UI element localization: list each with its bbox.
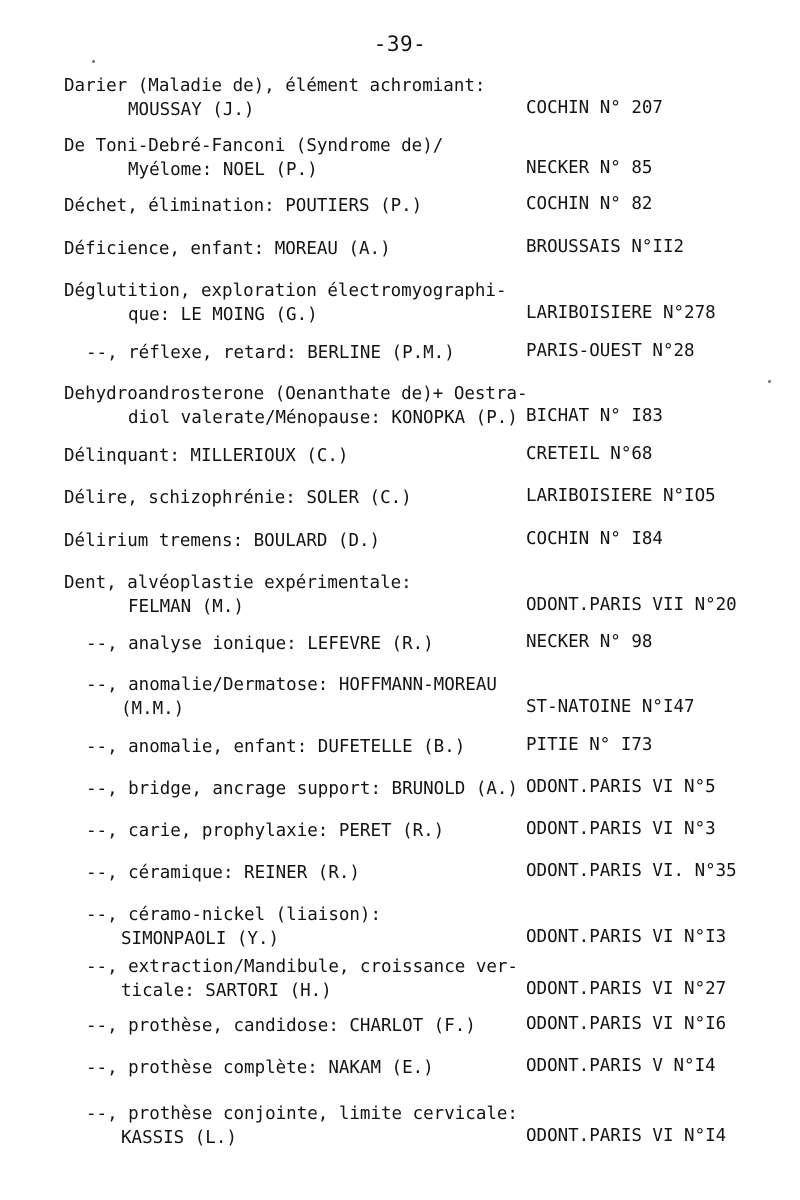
- entry-heading-line: Déficience, enfant: MOREAU (A.): [64, 239, 391, 259]
- page-number: -39-: [373, 32, 427, 56]
- entry-heading-line: --, prothèse complète: NAKAM (E.): [86, 1058, 434, 1078]
- entry-hospital-code: ODONT.PARIS VI N°I4: [526, 1126, 727, 1146]
- entry-continuation-line: ticale: SARTORI (H.): [121, 981, 332, 1001]
- entry-continuation-line: MOUSSAY (J.): [128, 100, 255, 120]
- index-entry: [64, 444, 744, 468]
- entry-heading-line: --, carie, prophylaxie: PERET (R.): [86, 821, 445, 841]
- entry-heading-line: --, céramique: REINER (R.): [86, 863, 360, 883]
- entry-heading-line: Dehydroandrosterone (Oenanthate de)+ Oestra-: [64, 384, 528, 404]
- entry-continuation-line: (M.M.): [121, 699, 185, 719]
- index-entry: [64, 819, 744, 843]
- index-entry: [64, 1102, 744, 1150]
- entry-hospital-code: COCHIN N° 207: [526, 98, 663, 118]
- entry-hospital-code: COCHIN N° I84: [526, 529, 663, 549]
- index-entry: [64, 673, 744, 721]
- index-entry: [64, 529, 744, 553]
- entry-hospital-code: ODONT.PARIS VII N°20: [526, 595, 737, 615]
- entry-heading-line: --, bridge, ancrage support: BRUNOLD (A.): [86, 779, 518, 799]
- entry-hospital-code: ST-NATOINE N°I47: [526, 697, 695, 717]
- entry-continuation-line: FELMAN (M.): [128, 597, 244, 617]
- index-entry: [64, 194, 744, 218]
- entry-heading-line: Délirium tremens: BOULARD (D.): [64, 531, 381, 551]
- index-entry: [64, 237, 744, 261]
- index-entry: [64, 1056, 744, 1080]
- entry-heading-line: De Toni-Debré-Fanconi (Syndrome de)/: [64, 136, 444, 156]
- index-entry: [64, 903, 744, 951]
- entry-heading-line: --, anomalie/Dermatose: HOFFMANN-MOREAU: [86, 675, 497, 695]
- entry-heading-line: Délire, schizophrénie: SOLER (C.): [64, 488, 412, 508]
- entry-hospital-code: ODONT.PARIS VI N°I6: [526, 1014, 727, 1034]
- index-entry: [64, 279, 744, 327]
- entry-heading-line: --, prothèse, candidose: CHARLOT (F.): [86, 1016, 476, 1036]
- entry-continuation-line: Myélome: NOEL (P.): [128, 160, 318, 180]
- entry-hospital-code: ODONT.PARIS VI N°27: [526, 979, 727, 999]
- entry-hospital-code: ODONT.PARIS V N°I4: [526, 1056, 716, 1076]
- index-entry: [64, 134, 744, 182]
- index-entry: [64, 632, 744, 656]
- entry-hospital-code: LARIBOISIERE N°278: [526, 303, 716, 323]
- entry-heading-line: --, analyse ionique: LEFEVRE (R.): [86, 634, 434, 654]
- index-entry: [64, 486, 744, 510]
- index-entry: [64, 571, 744, 619]
- entry-continuation-line: diol valerate/Ménopause: KONOPKA (P.): [128, 408, 518, 428]
- scan-speck: [768, 380, 771, 383]
- entry-heading-line: Dent, alvéoplastie expérimentale:: [64, 573, 412, 593]
- entry-hospital-code: BICHAT N° I83: [526, 406, 663, 426]
- entry-hospital-code: ODONT.PARIS VI N°5: [526, 777, 716, 797]
- entry-hospital-code: PARIS-OUEST N°28: [526, 341, 695, 361]
- entry-hospital-code: ODONT.PARIS VI N°3: [526, 819, 716, 839]
- entry-hospital-code: NECKER N° 85: [526, 158, 653, 178]
- entry-heading-line: --, prothèse conjointe, limite cervicale:: [86, 1104, 518, 1124]
- index-entry: [64, 382, 744, 430]
- entry-heading-line: --, réflexe, retard: BERLINE (P.M.): [86, 343, 455, 363]
- entry-heading-line: Darier (Maladie de), élément achromiant:: [64, 76, 486, 96]
- index-entry: [64, 341, 744, 365]
- entry-hospital-code: NECKER N° 98: [526, 632, 653, 652]
- entry-continuation-line: KASSIS (L.): [121, 1128, 237, 1148]
- entry-heading-line: --, extraction/Mandibule, croissance ver-: [86, 957, 518, 977]
- index-entry: [64, 1014, 744, 1038]
- entry-heading-line: Déchet, élimination: POUTIERS (P.): [64, 196, 423, 216]
- entry-heading-line: Délinquant: MILLERIOUX (C.): [64, 446, 349, 466]
- index-entry: [64, 861, 744, 885]
- index-entry: [64, 777, 744, 801]
- entry-continuation-line: que: LE MOING (G.): [128, 305, 318, 325]
- entry-hospital-code: BROUSSAIS N°II2: [526, 237, 685, 257]
- entry-hospital-code: ODONT.PARIS VI N°I3: [526, 927, 727, 947]
- entry-heading-line: Déglutition, exploration électromyographi-: [64, 281, 507, 301]
- index-entry: [64, 955, 744, 1003]
- entry-heading-line: --, anomalie, enfant: DUFETELLE (B.): [86, 737, 466, 757]
- entry-hospital-code: LARIBOISIERE N°IO5: [526, 486, 716, 506]
- entry-heading-line: --, céramo-nickel (liaison):: [86, 905, 382, 925]
- entry-hospital-code: CRETEIL N°68: [526, 444, 653, 464]
- scan-speck: [92, 60, 95, 63]
- index-entry: [64, 735, 744, 759]
- entry-hospital-code: COCHIN N° 82: [526, 194, 653, 214]
- entry-hospital-code: ODONT.PARIS VI. N°35: [526, 861, 737, 881]
- entry-continuation-line: SIMONPAOLI (Y.): [121, 929, 280, 949]
- index-entry: [64, 74, 744, 122]
- entry-hospital-code: PITIE N° I73: [526, 735, 653, 755]
